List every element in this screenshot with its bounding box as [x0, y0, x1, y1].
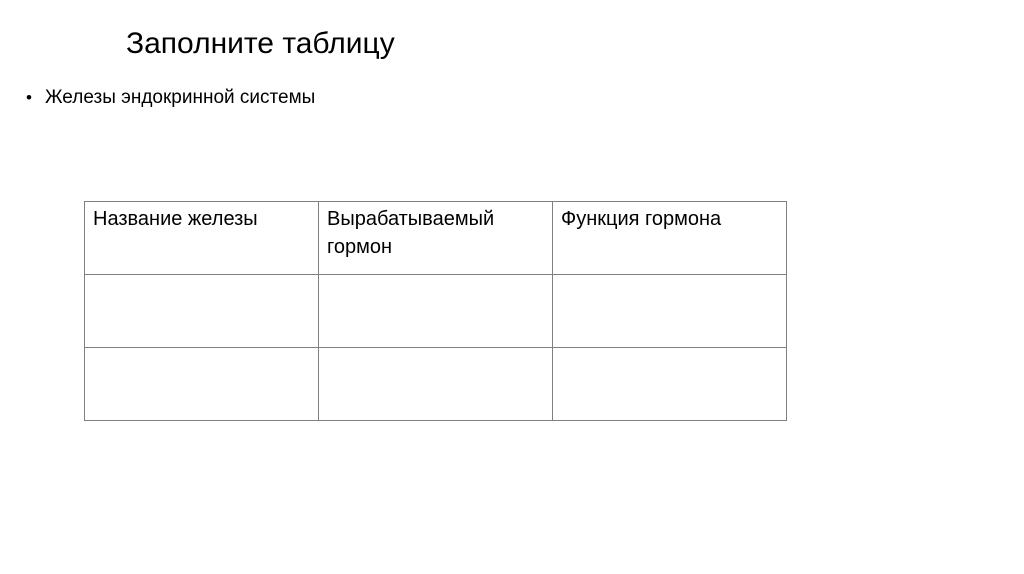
table-header-row — [85, 202, 787, 275]
bullet-marker-icon: • — [26, 88, 32, 107]
table-header-gland-name: Название железы — [85, 202, 319, 275]
table-header-hormone-function: Функция гормона — [553, 202, 787, 275]
table-cell-empty — [85, 275, 319, 348]
endocrine-glands-table — [84, 201, 787, 421]
table-header-produced-hormone: Вырабатываемый гормон — [319, 202, 553, 275]
table-cell-empty — [319, 275, 553, 348]
table-cell-empty — [553, 348, 787, 421]
table-cell-empty — [553, 275, 787, 348]
table-cell-empty — [85, 348, 319, 421]
bullet-item — [26, 86, 315, 110]
table-row — [85, 348, 787, 421]
slide-title: Заполните таблицу — [126, 27, 395, 60]
table-row — [85, 275, 787, 348]
table-cell-empty — [319, 348, 553, 421]
bullet-text: Железы эндокринной системы — [45, 87, 316, 108]
